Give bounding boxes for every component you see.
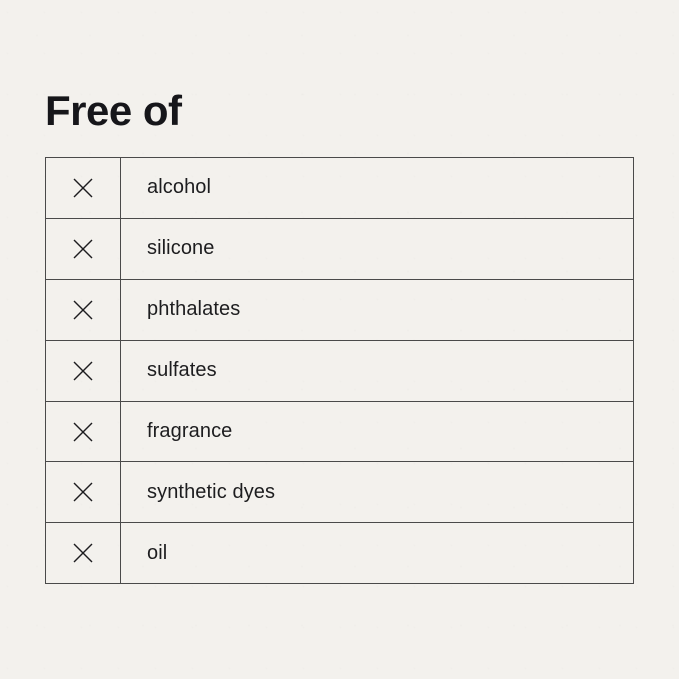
x-mark-icon (72, 177, 94, 199)
table-row (46, 158, 633, 219)
exclusion-mark-cell (46, 462, 121, 522)
exclusion-mark-cell (46, 280, 121, 340)
exclusion-mark-cell (46, 402, 121, 462)
x-mark-icon (72, 299, 94, 321)
exclusion-mark-cell (46, 219, 121, 279)
exclusion-mark-cell (46, 523, 121, 583)
x-mark-icon (72, 481, 94, 503)
page-title: Free of (45, 87, 182, 134)
ingredient-label: phthalates (147, 298, 241, 321)
free-of-table (45, 157, 634, 584)
ingredient-label: synthetic dyes (147, 480, 276, 503)
ingredient-label: silicone (147, 237, 215, 260)
table-row (46, 341, 633, 402)
exclusion-mark-cell (46, 341, 121, 401)
x-mark-icon (72, 238, 94, 260)
ingredient-label: alcohol (147, 176, 212, 199)
exclusion-mark-cell (46, 158, 121, 218)
ingredient-label: oil (147, 541, 168, 564)
ingredient-label: fragrance (147, 420, 233, 442)
table-row (46, 402, 633, 463)
table-row (46, 219, 633, 280)
x-mark-icon (72, 360, 94, 382)
x-mark-icon (72, 421, 94, 443)
table-row (46, 462, 633, 523)
table-row (46, 523, 633, 584)
x-mark-icon (72, 542, 94, 564)
table-row (46, 280, 633, 341)
ingredient-label: sulfates (147, 359, 217, 382)
